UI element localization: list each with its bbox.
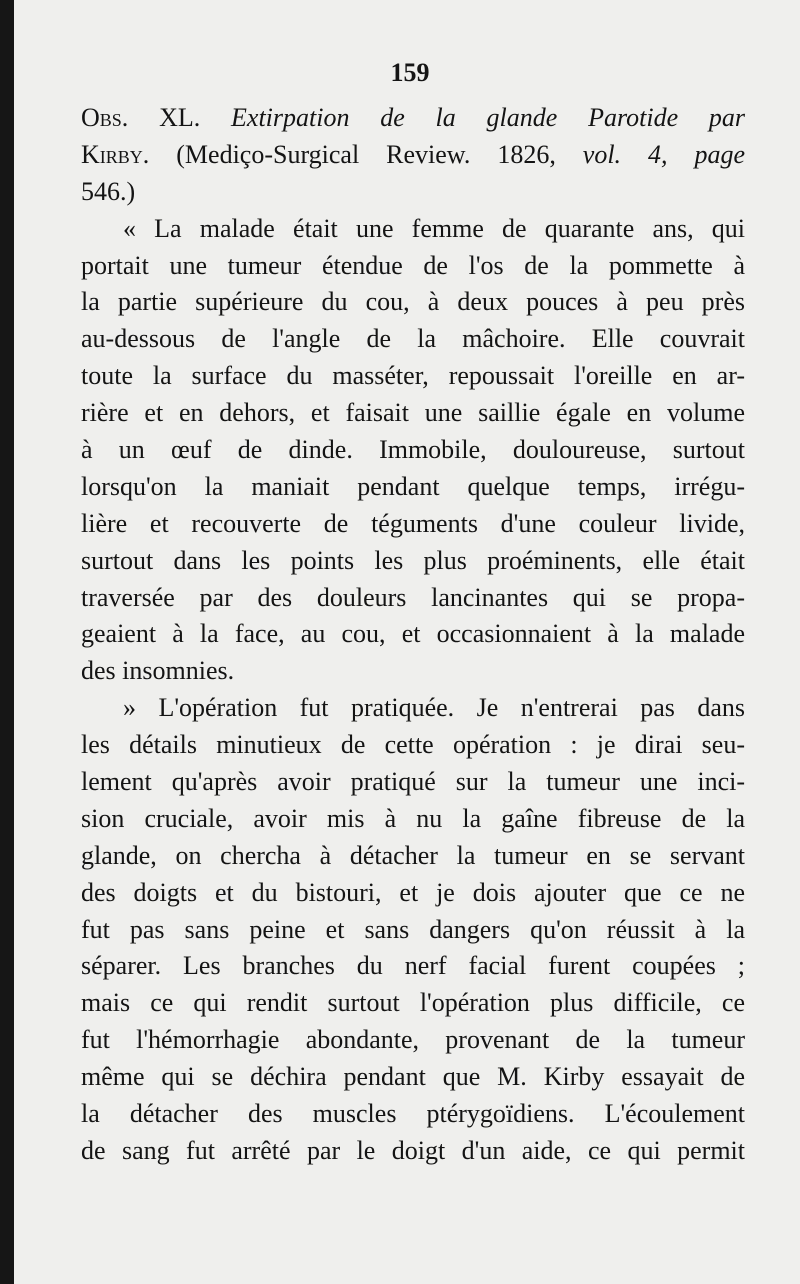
paragraph-1-line: la partie supérieure du cou, à deux pouces à peu près	[81, 287, 745, 317]
observation-author: Kirby.	[81, 139, 150, 169]
paragraph-1-line: surtout dans les points les plus proéminents, elle était	[81, 545, 745, 575]
page-text	[81, 100, 745, 1170]
paragraph-1-line: geaient à la face, au cou, et occasionnaient à la malade	[81, 619, 745, 649]
paragraph-1-line: lorsqu'on la maniait pendant quelque temps, irrégu-	[81, 471, 745, 501]
paragraph-1-line: rière et en dehors, et faisait une saillie égale en volume	[81, 398, 745, 428]
paragraph-2-line: sion cruciale, avoir mis à nu la gaîne fibreuse de la	[81, 803, 745, 833]
paragraph-2-line: fut pas sans peine et sans dangers qu'on réussit à la	[81, 914, 745, 944]
heading-line-1	[81, 100, 745, 137]
paragraph-2-line: même qui se déchira pendant que M. Kirby essayait de	[81, 1062, 745, 1092]
paragraph-2-line: la détacher des muscles ptérygoïdiens. L'écoulement	[81, 1099, 745, 1129]
book-page	[14, 0, 800, 1284]
paragraph-2-line: mais ce qui rendit surtout l'opération plus difficile, ce	[81, 988, 745, 1018]
paragraph-2-line: des doigts et du bistouri, et je dois ajouter que ce ne	[81, 877, 745, 907]
heading-line-3	[81, 174, 745, 211]
paragraph-2-line: les détails minutieux de cette opération : je dirai seu-	[81, 730, 745, 760]
paragraph-1-line: à un œuf de dinde. Immobile, douloureuse, surtout	[81, 435, 745, 465]
paragraph-2-line: lement qu'après avoir pratiqué sur la tumeur une inci-	[81, 767, 745, 797]
paragraph-2-line: de sang fut arrêté par le doigt d'un aide, ce qui permit	[81, 1135, 745, 1165]
paragraph-1-line: toute la surface du masséter, repoussait l'oreille en ar-	[81, 361, 745, 391]
paragraph-1-line: « La malade était une femme de quarante ans, qui	[123, 213, 745, 243]
paragraph-2-line: » L'opération fut pratiquée. Je n'entrerai pas dans	[123, 693, 745, 723]
observation-page-word: page	[694, 139, 746, 169]
paragraph-2-line: séparer. Les branches du nerf facial furent coupées ;	[81, 951, 745, 981]
observation-label: Obs. XL.	[81, 103, 201, 132]
observation-volume: vol. 4,	[582, 139, 668, 169]
paragraph-2-line: glande, on chercha à détacher la tumeur en se servant	[81, 840, 745, 870]
heading-line-2	[81, 137, 745, 174]
paragraph-1-line: portait une tumeur étendue de l'os de la pommette à	[81, 250, 745, 280]
paragraph-1-line: au-dessous de l'angle de la mâchoire. Elle couvrait	[81, 324, 745, 354]
paragraph-1-line: lière et recouverte de téguments d'une couleur livide,	[81, 508, 745, 538]
paragraph-2-line: fut l'hémorrhagie abondante, provenant de la tumeur	[81, 1025, 745, 1055]
paragraph-1-line: traversée par des douleurs lancinantes qui se propa-	[81, 582, 745, 612]
page-number: 159	[390, 58, 430, 87]
observation-source: (Mediço-Surgical Review. 1826,	[176, 139, 556, 169]
observation-title: Extirpation de la glande Parotide par	[231, 103, 746, 132]
paragraph-1-line: des insomnies.	[81, 656, 235, 686]
observation-page-number: 546.)	[81, 176, 136, 206]
